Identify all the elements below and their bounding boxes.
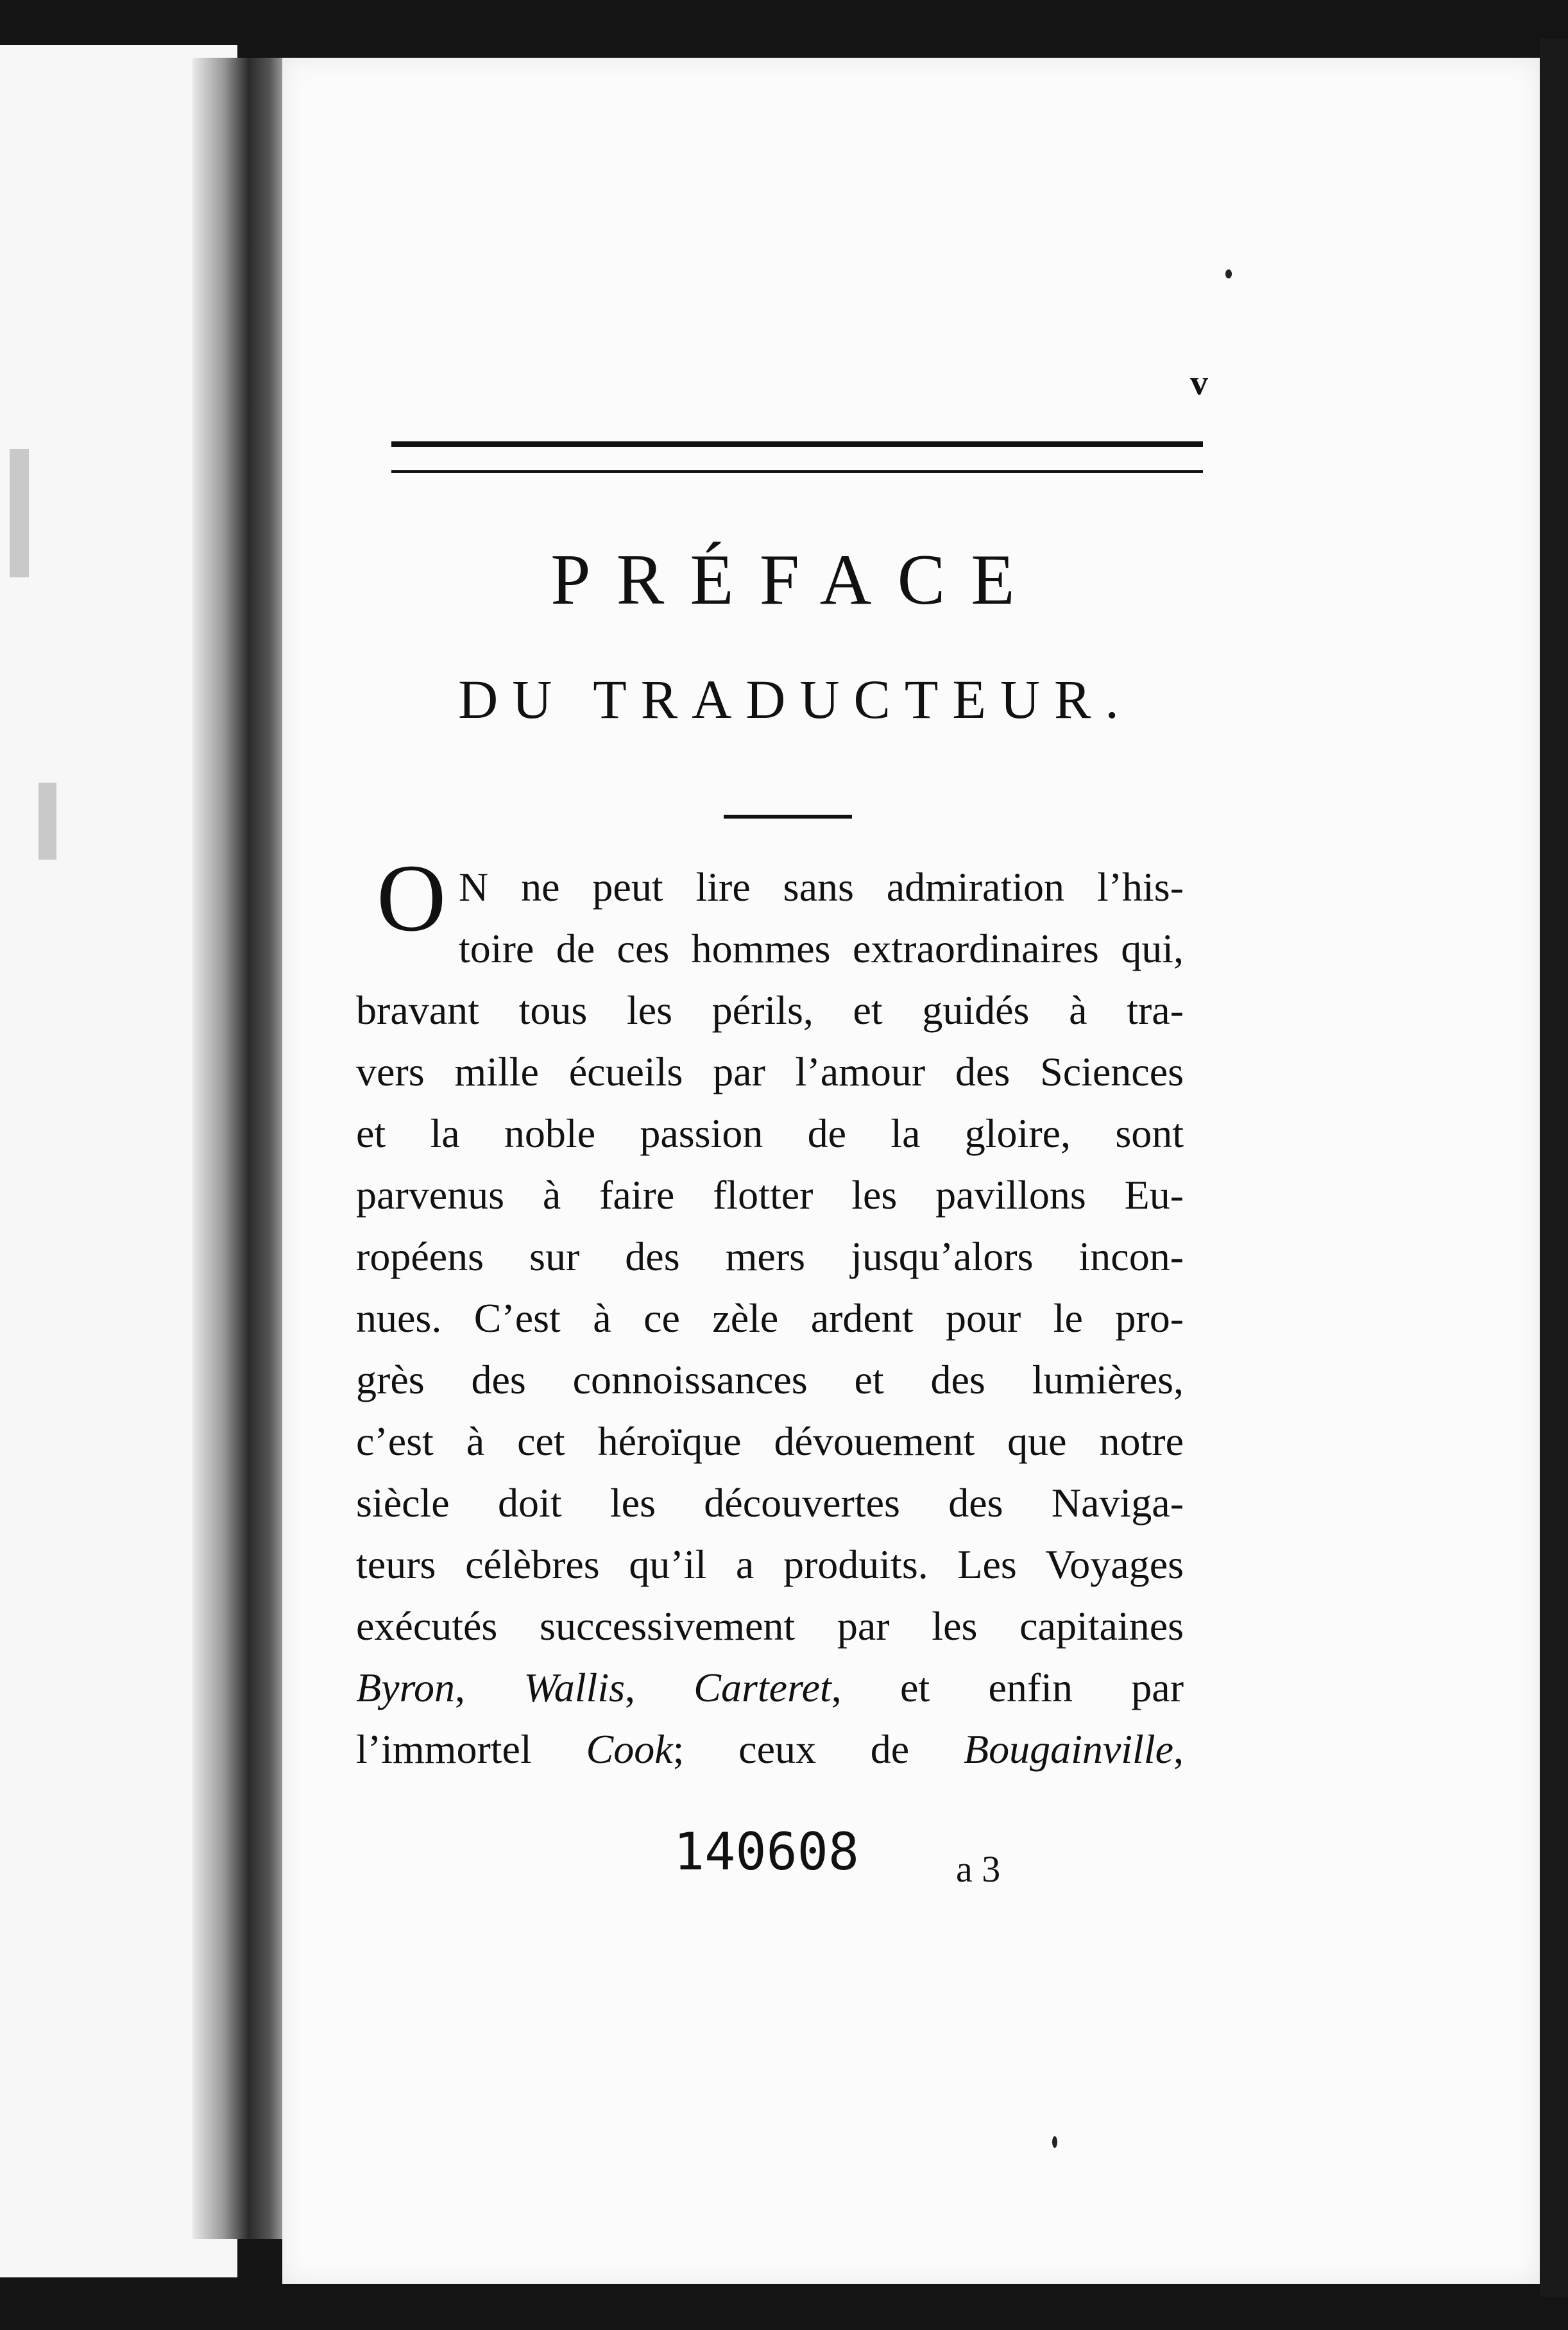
preface-subtitle: DU TRADUCTEUR.	[458, 668, 1133, 730]
header-rule-thick	[391, 441, 1203, 447]
paper-speck	[1225, 269, 1232, 278]
facing-page-bleed-mark	[10, 449, 29, 577]
text-line: parvenus à faire flotter les pavillons Eu-	[356, 1172, 1184, 1218]
paper-speck	[1052, 2136, 1057, 2148]
name-cook: Cook	[586, 1726, 673, 1772]
text-line-cook	[356, 1719, 1184, 1780]
text-line: nues. C’est à ce zèle ardent pour le pro-	[356, 1295, 1184, 1341]
name-byron: Byron	[356, 1665, 456, 1710]
header-rule-thin	[391, 470, 1203, 473]
text-line: teurs célèbres qu’il a produits. Les Voyages	[356, 1542, 1184, 1587]
text-line-names	[356, 1657, 1184, 1719]
scan-border	[1540, 38, 1568, 2297]
text-line: exécutés successivement par les capitaines	[356, 1603, 1184, 1649]
preface-title: PRÉFACE	[550, 540, 1041, 620]
drop-cap: O	[377, 845, 447, 951]
facing-page-bleed-mark	[38, 783, 56, 860]
separator: ,	[455, 1665, 466, 1710]
name-carteret: Carteret	[694, 1665, 831, 1710]
handwritten-number: 140608	[674, 1822, 859, 1882]
preface-body	[356, 856, 1184, 1780]
text-line: toire de ces hommes extraordinaires qui,	[459, 926, 1184, 971]
line-start: l’immortel	[356, 1726, 532, 1772]
text-line: N ne peut lire sans admiration l’his-	[459, 864, 1184, 910]
text-line: c’est à cet héroïque dévouement que notre	[356, 1418, 1184, 1464]
line-end: ,	[1173, 1726, 1184, 1772]
name-bougainville: Bougainville	[963, 1726, 1174, 1772]
line-rest: , et enfin par	[831, 1665, 1184, 1710]
text-line: ropéens sur des mers jusqu’alors incon-	[356, 1234, 1184, 1279]
text-line: et la noble passion de la gloire, sont	[356, 1110, 1184, 1156]
text-line: grès des connoissances et des lumières,	[356, 1357, 1184, 1402]
separator: ,	[625, 1665, 635, 1710]
text-line: siècle doit les découvertes des Naviga-	[356, 1480, 1184, 1526]
text-line: vers mille écueils par l’amour des Sciences	[356, 1049, 1184, 1094]
name-wallis: Wallis	[524, 1665, 625, 1710]
title-divider	[724, 815, 852, 819]
book-gutter	[192, 58, 295, 2239]
page-number: v	[1190, 363, 1208, 403]
text-line: bravant tous les périls, et guidés à tra-	[356, 987, 1184, 1033]
signature-mark: a 3	[956, 1848, 1001, 1890]
line-mid: ; ceux de	[672, 1726, 910, 1772]
